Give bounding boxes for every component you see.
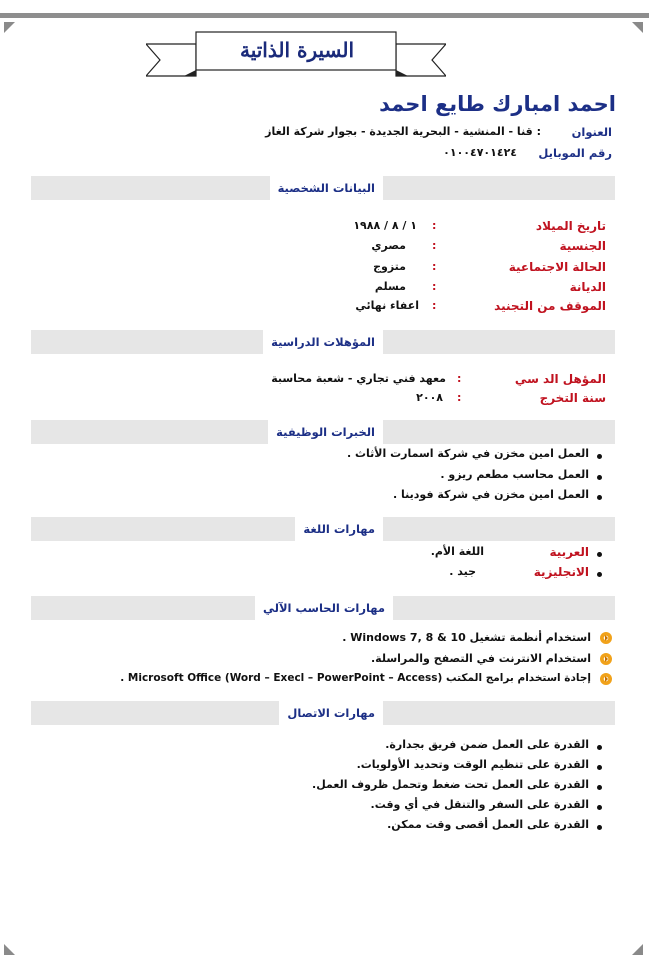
- corner-mark-top-left: [4, 22, 15, 33]
- applicant-name: احمد امبارك طايع احمد: [379, 92, 616, 116]
- education-label-degree: المؤهل الد سي: [514, 372, 606, 386]
- personal-label-religion: الديانة: [569, 280, 606, 294]
- colon: :: [432, 280, 437, 293]
- computer-skill-item: استخدام الانترنت في التصفح والمراسلة.: [371, 652, 591, 665]
- bullet-dot: [597, 572, 602, 577]
- address-label: العنوان: [571, 125, 612, 139]
- experience-item: العمل امين مخزن في شركة اسمارت الأثاث .: [346, 447, 589, 460]
- arrow-bullet-icon: [600, 632, 612, 644]
- bullet-dot: [597, 552, 602, 557]
- section-title-computer: مهارات الحاسب الآلي: [255, 596, 393, 620]
- section-title-personal: البيانات الشخصية: [270, 176, 383, 200]
- education-label-year: سنة التخرج: [539, 391, 606, 405]
- section-title-communication: مهارات الاتصال: [279, 701, 383, 725]
- colon: :: [432, 219, 437, 232]
- bullet-dot: [597, 454, 602, 459]
- computer-skill-item: إجادة استخدام برامج المكتب (Microsoft Office (Word – Execl – PowerPoint – Access .: [120, 672, 591, 684]
- personal-value-military: اعفاء نهائي: [355, 299, 419, 312]
- bullet-dot: [597, 495, 602, 500]
- personal-label-birthdate: تاريخ الميلاد: [535, 219, 606, 233]
- corner-mark-bottom-left: [4, 944, 15, 955]
- personal-value-marital: متزوج: [373, 260, 406, 273]
- page-title: السيرة الذاتية: [239, 38, 355, 62]
- communication-item: القدرة على السفر والتنقل في أي وقت.: [370, 798, 589, 811]
- education-value-year: ٢٠٠٨: [416, 391, 443, 404]
- language-value-english: جيد .: [449, 565, 476, 578]
- language-label-arabic: العربية: [549, 545, 589, 559]
- colon: :: [457, 391, 462, 404]
- language-label-english: الانجليزية: [533, 565, 589, 579]
- colon: :: [432, 260, 437, 273]
- experience-item: العمل محاسب مطعم ريزو .: [440, 468, 589, 481]
- personal-value-birthdate: ١ / ٨ / ١٩٨٨: [353, 219, 417, 232]
- section-title-education: المؤهلات الدراسية: [263, 330, 383, 354]
- mobile-value: ٠١٠٠٤٧٠١٤٢٤: [443, 146, 517, 159]
- bullet-dot: [597, 475, 602, 480]
- bullet-dot: [597, 785, 602, 790]
- bullet-dot: [597, 745, 602, 750]
- computer-skill-item: استخدام أنظمة تشغيل Windows 7, 8 & 10 .: [342, 631, 591, 644]
- arrow-bullet-icon: [600, 673, 612, 685]
- bullet-dot: [597, 825, 602, 830]
- personal-label-marital: الحالة الاجتماعية: [508, 260, 606, 274]
- corner-mark-top-right: [632, 22, 643, 33]
- communication-item: القدرة على تنظيم الوقت وتحديد الأولويات.: [356, 758, 589, 771]
- arrow-bullet-icon: [600, 653, 612, 665]
- communication-item: القدرة على العمل تحت ضغط وتحمل ظروف العمل.: [312, 778, 589, 791]
- communication-item: القدرة على العمل أقصى وقت ممكن.: [387, 818, 589, 831]
- corner-mark-bottom-right: [632, 944, 643, 955]
- bullet-dot: [597, 765, 602, 770]
- communication-item: القدرة على العمل ضمن فريق بجدارة.: [385, 738, 589, 751]
- colon: :: [432, 299, 437, 312]
- language-value-arabic: اللغة الأم.: [430, 545, 484, 558]
- personal-label-military: الموقف من التجنيد: [494, 299, 606, 313]
- mobile-label: رقم الموبايل: [538, 146, 612, 160]
- personal-value-religion: مسلم: [374, 280, 406, 293]
- colon: :: [457, 372, 462, 385]
- top-border: [0, 13, 649, 18]
- colon: :: [432, 239, 437, 252]
- personal-label-nationality: الجنسية: [559, 239, 606, 253]
- bullet-dot: [597, 805, 602, 810]
- experience-item: العمل امين مخزن في شركة فودينا .: [393, 488, 589, 501]
- personal-value-nationality: مصري: [371, 239, 406, 252]
- section-title-experience: الخبرات الوظيفية: [268, 420, 383, 444]
- address-value: : قنا - المنشية - البحرية الجديدة - بجوار شركة الغاز: [265, 125, 541, 138]
- section-title-languages: مهارات اللغة: [295, 517, 383, 541]
- education-value-degree: معهد فني تجاري - شعبة محاسبة: [271, 372, 446, 385]
